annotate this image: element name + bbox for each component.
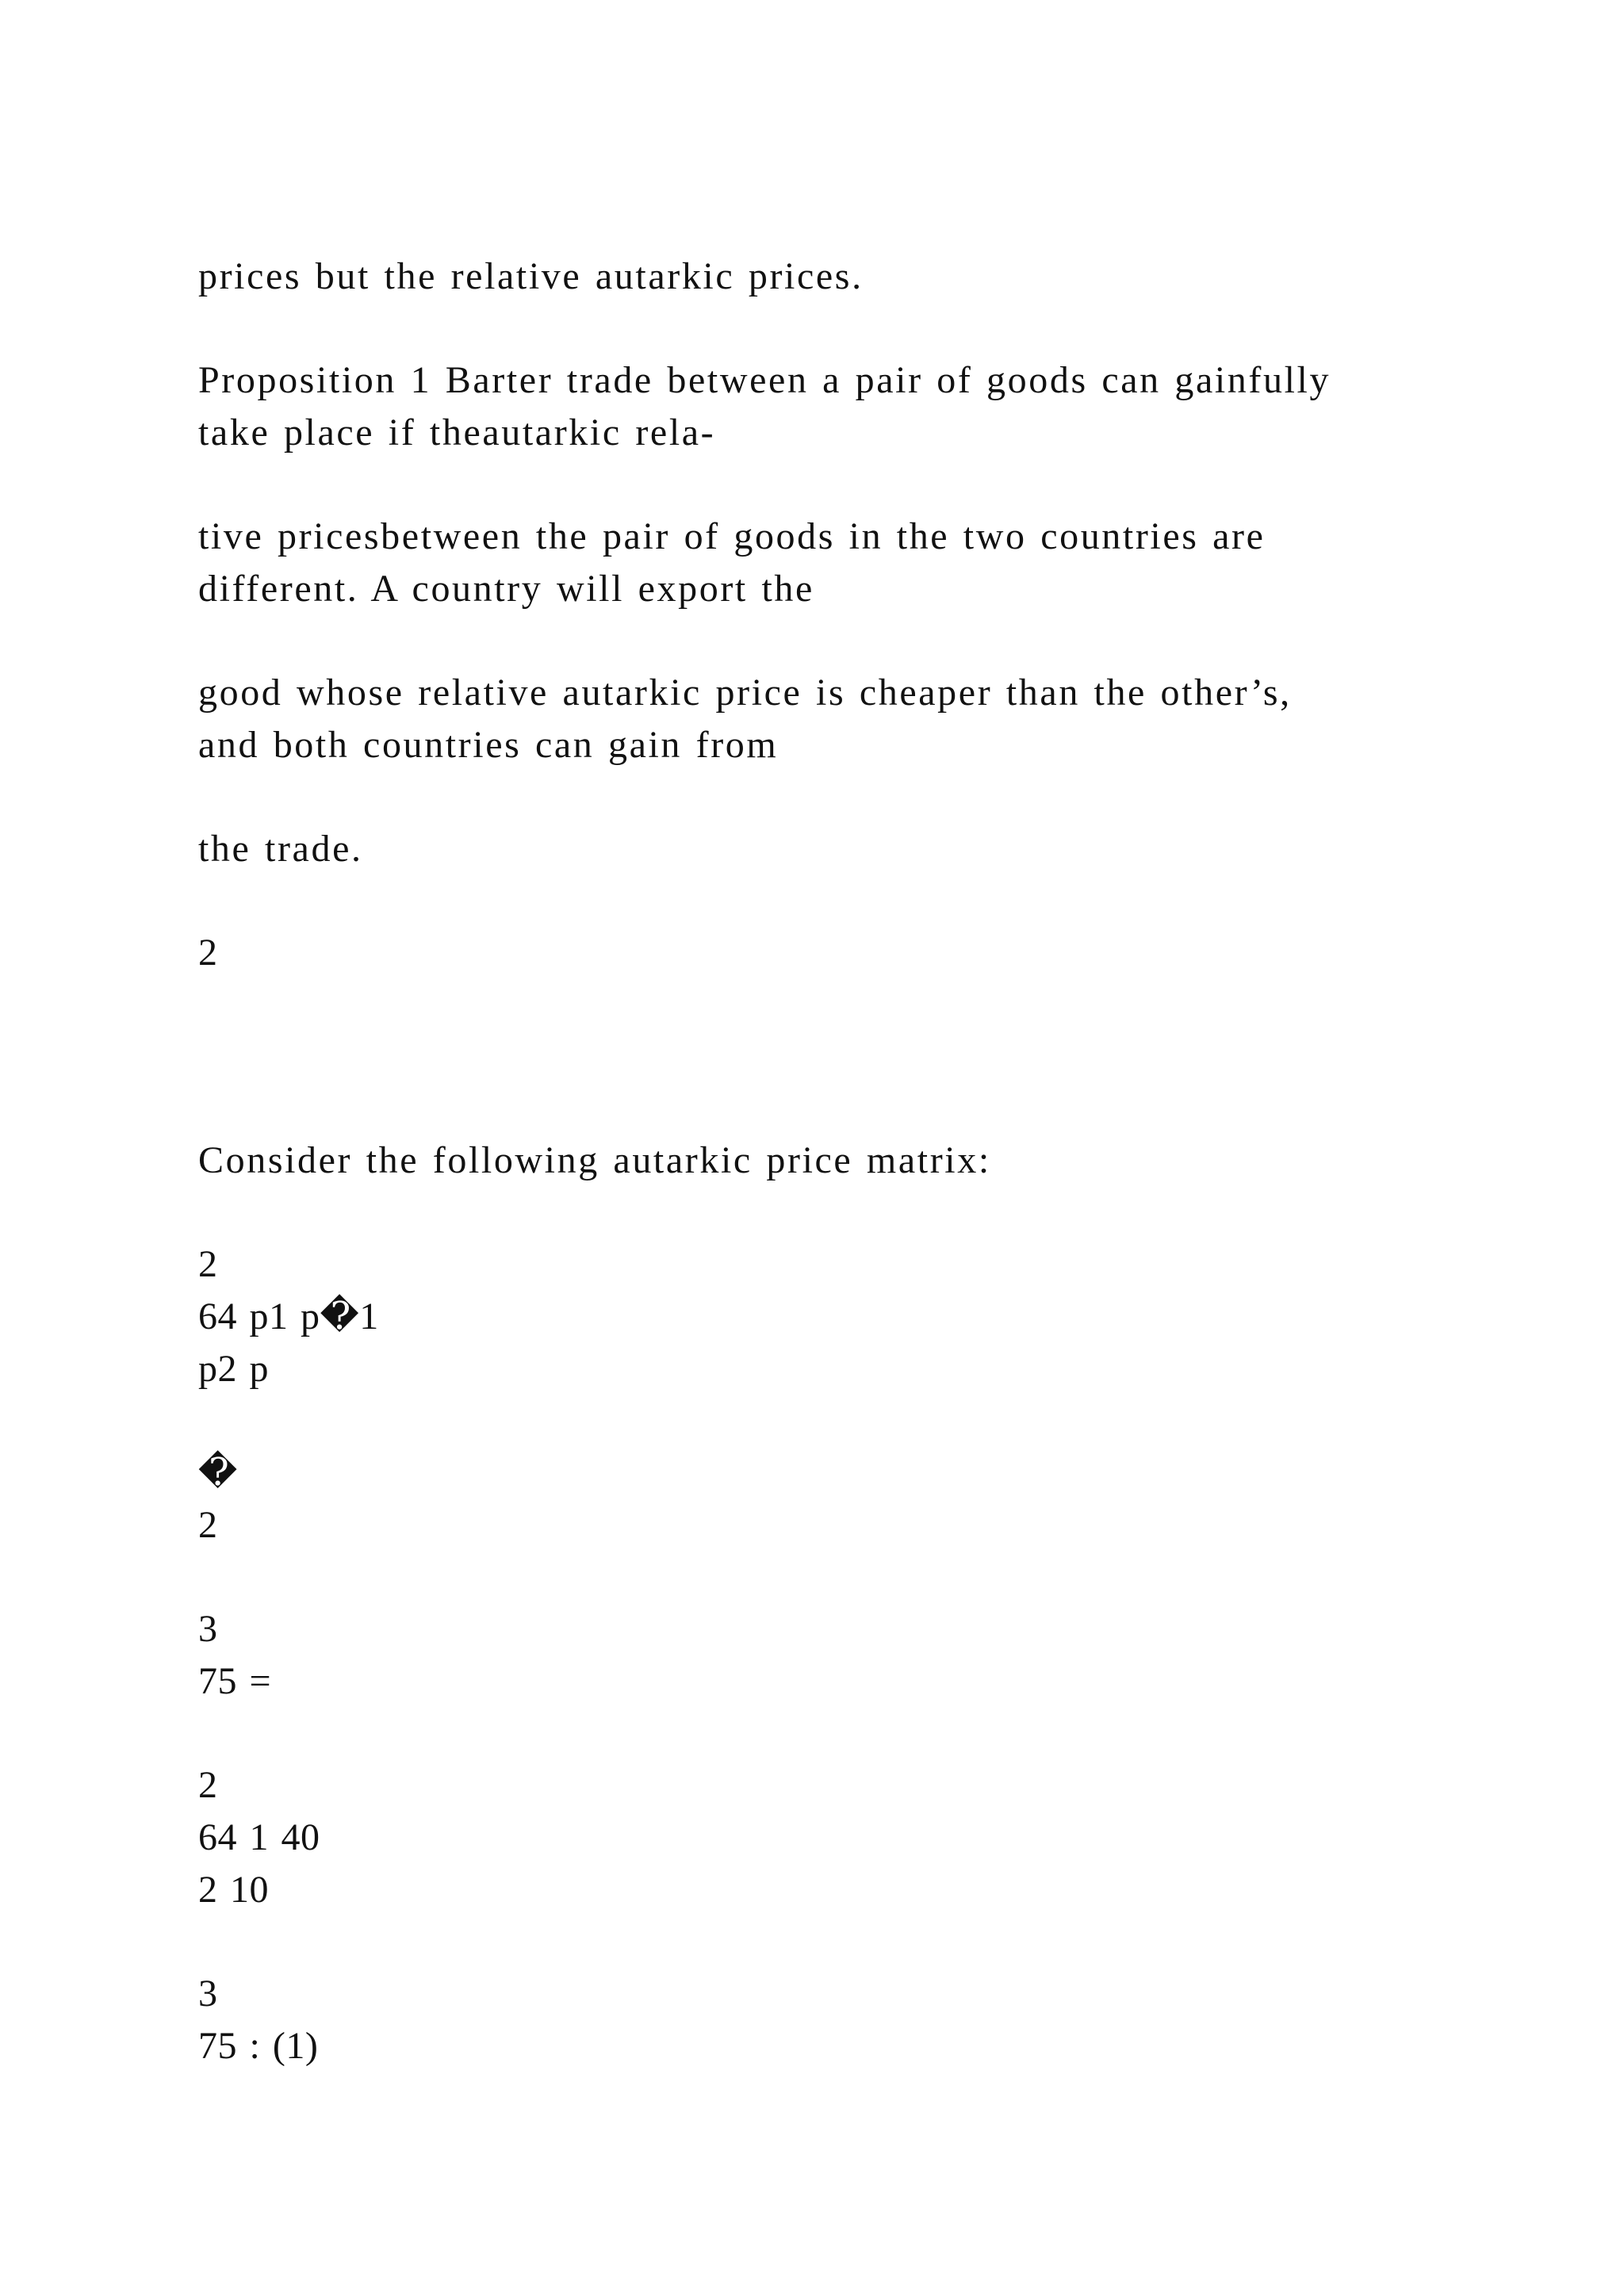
equation-number-line: 75 : (1) [198, 2025, 319, 2067]
text-line: good whose relative autarkic price is cheaper than the other’s, [198, 672, 1292, 714]
text-line: take place if theautarkic rela- [198, 411, 716, 453]
text-line: tive pricesbetween the pair of goods in the two countries are [198, 515, 1266, 557]
matrix-fragment: 2 [198, 1243, 218, 1285]
text-line: prices but the relative autarkic prices. [198, 255, 864, 297]
matrix-fragment: 3 [198, 1973, 218, 2015]
matrix-fragment: 75 = [198, 1660, 272, 1702]
matrix-fragment: 2 10 [198, 1869, 269, 1911]
page-number: 2 [198, 932, 218, 974]
matrix-fragment: 64 1 40 [198, 1816, 320, 1858]
matrix-fragment: 2 [198, 1764, 218, 1806]
text-line: different. A country will export the [198, 568, 814, 610]
matrix-fragment: 64 p1 p�1 [198, 1295, 379, 1337]
matrix-fragment: p2 p [198, 1348, 269, 1390]
text-line: and both countries can gain from [198, 724, 779, 766]
matrix-fragment: � [198, 1452, 238, 1494]
text-line: Consider the following autarkic price matrix: [198, 1139, 991, 1181]
matrix-fragment: 2 [198, 1504, 218, 1546]
matrix-fragment: 3 [198, 1608, 218, 1650]
text-line: the trade. [198, 828, 363, 870]
proposition-line: Proposition 1 Barter trade between a pair of goods can gainfully [198, 359, 1331, 401]
